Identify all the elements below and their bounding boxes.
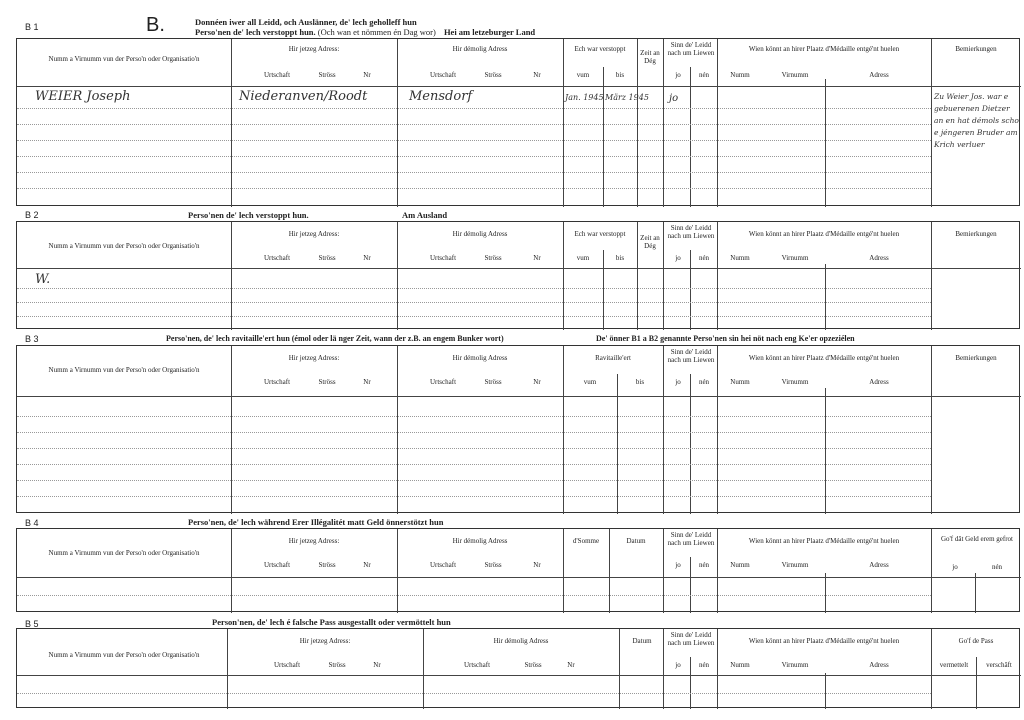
b3-nen: nén xyxy=(698,378,710,386)
b3-for-stross: Ströss xyxy=(484,378,502,386)
b5-vermettelt: vermettelt xyxy=(939,661,969,669)
section-b4-id: B 4 xyxy=(25,518,39,528)
b1-zeit: Zeit an Dég xyxy=(640,49,660,65)
b5-medal-virnumm: Virnumm xyxy=(781,661,809,669)
b3-medal-virnumm: Virnumm xyxy=(781,378,809,386)
b1-entry-alive: jo xyxy=(669,93,679,104)
b5-cur-stross: Ströss xyxy=(328,661,346,669)
b1-current-addr-header: Hir jetzeg Adress: xyxy=(288,45,340,53)
section-b2-table xyxy=(16,221,1020,329)
section-b3-id: B 3 xyxy=(25,334,39,344)
b4-cur-urtschaft: Urtschaft xyxy=(263,561,291,569)
b3-vum: vum xyxy=(583,378,597,386)
b2-former-addr-header: Hir démolig Adress xyxy=(452,230,508,238)
b2-zeit: Zeit an Dég xyxy=(640,234,660,250)
b1-name-header: Numm a Virnumm vun der Perso'n oder Organisatio'n xyxy=(48,55,200,63)
section-b1-table xyxy=(16,38,1020,206)
b5-for-urtschaft: Urtschaft xyxy=(463,661,491,669)
b3-former-addr-header: Hir démolig Adress xyxy=(452,354,508,362)
b2-current-addr-header: Hir jetzeg Adress: xyxy=(288,230,340,238)
section-letter: B. xyxy=(146,14,165,36)
b5-current-addr-header: Hir jetzeg Adress: xyxy=(299,637,351,645)
section-b1-id: B 1 xyxy=(25,22,39,32)
b4-cur-stross: Ströss xyxy=(318,561,336,569)
b1-entry-current: Niederanven/Roodt xyxy=(239,89,368,104)
b3-name-header: Numm a Virnumm vun der Perso'n oder Organisatio'n xyxy=(48,366,200,374)
b4-for-nr: Nr xyxy=(533,561,541,569)
b2-hid-header: Ech war verstoppt xyxy=(574,230,626,238)
b4-nen: nén xyxy=(698,561,710,569)
b2-medal-header: Wien könnt an hirer Plaatz d'Médaille entgé'nt huelen xyxy=(748,230,900,238)
header-line1: Donnéen iwer all Leidd, och Auslänner, de' lech geholleff hun xyxy=(195,17,417,27)
b2-jo: jo xyxy=(675,254,681,262)
section-b5-table xyxy=(16,628,1020,708)
b1-entry-former: Mensdorf xyxy=(409,89,473,104)
b5-name-header: Numm a Virnumm vun der Perso'n oder Organisatio'n xyxy=(48,651,200,659)
b1-bemierkungen: Bemierkungen xyxy=(955,45,997,53)
b5-former-addr-header: Hir démolig Adress xyxy=(493,637,549,645)
b1-vum: vum xyxy=(576,71,590,79)
b1-jo: jo xyxy=(675,71,681,79)
b5-nen: nén xyxy=(698,661,710,669)
b1-former-addr-header: Hir démolig Adress xyxy=(452,45,508,53)
b1-nen: nén xyxy=(698,71,710,79)
b3-jo: jo xyxy=(675,378,681,386)
b1-for-urtschaft: Urtschaft xyxy=(429,71,457,79)
b5-for-stross: Ströss xyxy=(524,661,542,669)
b3-medal-header: Wien könnt an hirer Plaatz d'Médaille entgé'nt huelen xyxy=(748,354,900,362)
b2-cur-urtschaft: Urtschaft xyxy=(263,254,291,262)
section-b2-id: B 2 xyxy=(25,210,39,220)
b2-nen: nén xyxy=(698,254,710,262)
b2-medal-adress: Adress xyxy=(869,254,889,262)
b4-for-urtschaft: Urtschaft xyxy=(429,561,457,569)
b4-title: Perso'nen, de' lech während Erer Illégalitét matt Geld önnerstötzt hun xyxy=(188,517,444,527)
section-b3-table xyxy=(16,345,1020,513)
b1-cur-urtschaft: Urtschaft xyxy=(263,71,291,79)
b4-medal-header: Wien könnt an hirer Plaatz d'Médaille entgé'nt huelen xyxy=(748,537,900,545)
b3-cur-nr: Nr xyxy=(363,378,371,386)
b5-jo: jo xyxy=(675,661,681,669)
b1-entry-from: Jan. 1945 xyxy=(565,93,604,102)
b4-medal-adress: Adress xyxy=(869,561,889,569)
b5-medal-numm: Numm xyxy=(730,661,750,669)
b1-alive-header: Sinn de' Leidd nach um Liewen xyxy=(667,41,715,57)
b5-datum: Datum xyxy=(632,637,652,645)
b1-cur-stross: Ströss xyxy=(318,71,336,79)
b2-title2: Am Ausland xyxy=(402,210,448,220)
b3-cur-stross: Ströss xyxy=(318,378,336,386)
b3-medal-adress: Adress xyxy=(869,378,889,386)
b2-title: Perso'nen de' lech verstoppt hun. xyxy=(188,210,309,220)
b2-alive-header: Sinn de' Leidd nach um Liewen xyxy=(667,224,715,240)
section-b4-table xyxy=(16,528,1020,612)
b4-somme: d'Somme xyxy=(572,537,600,545)
b3-bemierkungen: Bemierkungen xyxy=(955,354,997,362)
b4-cur-nr: Nr xyxy=(363,561,371,569)
b3-rav-header: Ravitaille'ert xyxy=(595,354,631,362)
b4-gef: Go'f dât Geld erem gefrot xyxy=(940,535,1013,543)
b2-entry-name: W. xyxy=(35,272,51,287)
header-line2c: Hei am letzeburger Land xyxy=(443,27,536,37)
header-line2b: (Och wan et nömmen én Dag wor) xyxy=(317,27,436,37)
b1-medal-virnumm: Virnumm xyxy=(781,71,809,79)
b5-medal-adress: Adress xyxy=(869,661,889,669)
b4-current-addr-header: Hir jetzeg Adress: xyxy=(288,537,340,545)
header-line2a: Perso'nen de' lech verstoppt hun. xyxy=(195,27,316,37)
b1-entry-to: März 1945 xyxy=(605,93,649,102)
section-b5-id: B 5 xyxy=(25,619,39,629)
b2-for-urtschaft: Urtschaft xyxy=(429,254,457,262)
b2-bemierkungen: Bemierkungen xyxy=(955,230,997,238)
b3-bis: bis xyxy=(635,378,645,386)
b4-gef-nen: nén xyxy=(991,563,1003,571)
b1-medal-adress: Adress xyxy=(869,71,889,79)
b5-alive-header: Sinn de' Leidd nach um Liewen xyxy=(667,631,715,647)
b2-bis: bis xyxy=(615,254,625,262)
b3-cur-urtschaft: Urtschaft xyxy=(263,378,291,386)
b2-cur-nr: Nr xyxy=(363,254,371,262)
b5-for-nr: Nr xyxy=(567,661,575,669)
b1-medal-header: Wien könnt an hirer Plaatz d'Médaille entgé'nt huelen xyxy=(748,45,900,53)
b3-for-nr: Nr xyxy=(533,378,541,386)
b1-medal-numm: Numm xyxy=(730,71,750,79)
b4-datum: Datum xyxy=(626,537,646,545)
b4-alive-header: Sinn de' Leidd nach um Liewen xyxy=(667,531,715,547)
b4-jo: jo xyxy=(675,561,681,569)
b1-for-stross: Ströss xyxy=(484,71,502,79)
b4-for-stross: Ströss xyxy=(484,561,502,569)
b5-cur-nr: Nr xyxy=(373,661,381,669)
b3-current-addr-header: Hir jetzeg Adress: xyxy=(288,354,340,362)
b3-title2: De' önner B1 a B2 genannte Perso'nen sin hei nöt nach eng Ke'er opzeziélen xyxy=(596,334,855,343)
b5-medal-header: Wien könnt an hirer Plaatz d'Médaille entgé'nt huelen xyxy=(748,637,900,645)
b1-cur-nr: Nr xyxy=(363,71,371,79)
b4-former-addr-header: Hir démolig Adress xyxy=(452,537,508,545)
b5-title: Person'nen, de' lech é falsche Pass ausgestallt oder vermöttelt hun xyxy=(212,617,451,627)
b2-name-header: Numm a Virnumm vun der Perso'n oder Organisatio'n xyxy=(48,242,200,250)
b3-title: Perso'nen, de' lech ravitaille'ert hun (émol oder lä nger Zeit, wann der z.B. an engem Bunker wort) xyxy=(166,334,504,343)
b1-entry-name: WEIER Joseph xyxy=(35,89,131,104)
b2-for-nr: Nr xyxy=(533,254,541,262)
b5-gof-pass: Go'f de Pass xyxy=(958,637,994,645)
b4-gef-jo: jo xyxy=(952,563,958,571)
b1-hid-header: Ech war verstoppt xyxy=(574,45,626,53)
b1-entry-note: Zu Weier Jos. war e gebuerenen Dietzer an en hat démols scho e jéngeren Bruder am Krich verluer xyxy=(934,92,1019,149)
b5-cur-urtschaft: Urtschaft xyxy=(273,661,301,669)
b1-bis: bis xyxy=(615,71,625,79)
b4-medal-virnumm: Virnumm xyxy=(781,561,809,569)
b5-verschaft: verschâft xyxy=(986,661,1012,669)
b3-alive-header: Sinn de' Leidd nach um Liewen xyxy=(667,348,715,364)
b2-cur-stross: Ströss xyxy=(318,254,336,262)
b3-medal-numm: Numm xyxy=(730,378,750,386)
b2-medal-virnumm: Virnumm xyxy=(781,254,809,262)
b2-for-stross: Ströss xyxy=(484,254,502,262)
b4-medal-numm: Numm xyxy=(730,561,750,569)
b4-name-header: Numm a Virnumm vun der Perso'n oder Organisatio'n xyxy=(48,549,200,557)
b3-for-urtschaft: Urtschaft xyxy=(429,378,457,386)
b2-vum: vum xyxy=(576,254,590,262)
b1-for-nr: Nr xyxy=(533,71,541,79)
b2-medal-numm: Numm xyxy=(730,254,750,262)
